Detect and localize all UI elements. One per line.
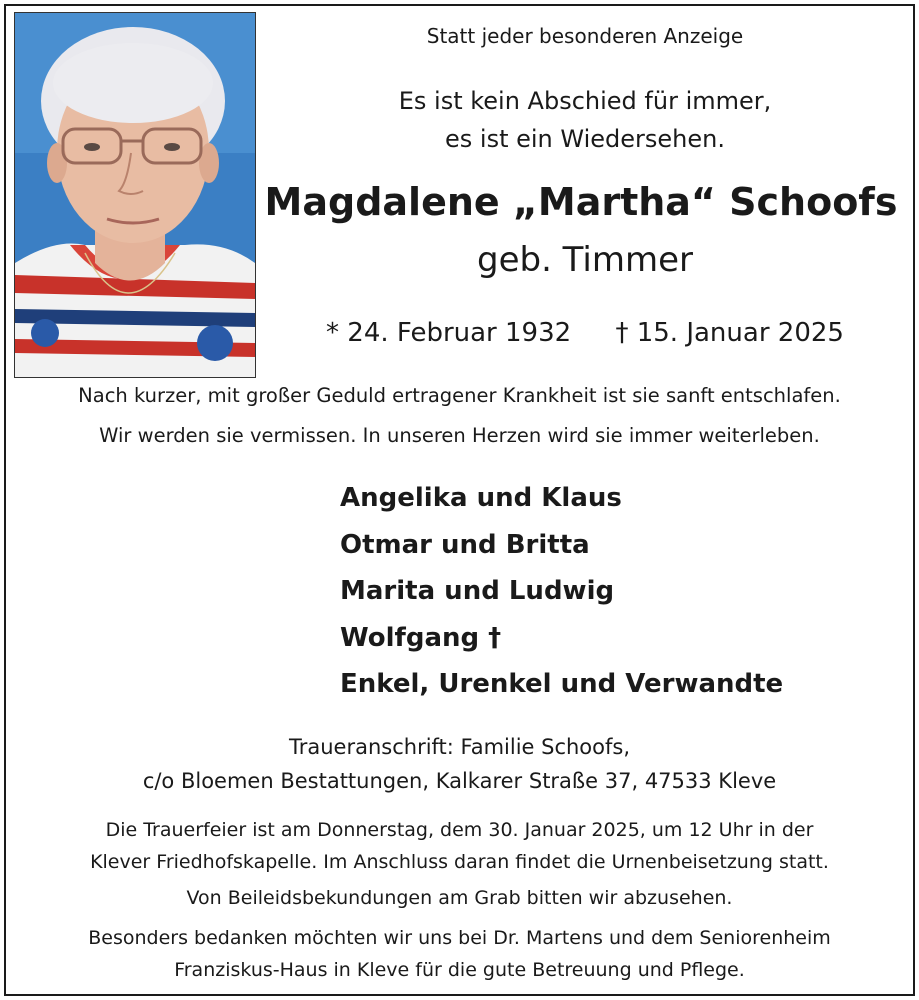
condolences-note: Von Beileidsbekundungen am Grab bitten wir abzusehen. bbox=[186, 887, 733, 909]
mourner: Marita und Ludwig bbox=[340, 576, 615, 606]
life-dates bbox=[290, 318, 880, 348]
address-line: Traueranschrift: Familie Schoofs, bbox=[288, 735, 631, 759]
funeral-line: Die Trauerfeier ist am Donnerstag, dem 30. Januar 2025, um 12 Uhr in der bbox=[105, 819, 814, 841]
birth-name: geb. Timmer bbox=[476, 240, 693, 280]
verse-line: Es ist kein Abschied für immer, bbox=[398, 87, 772, 115]
address-line: c/o Bloemen Bestattungen, Kalkarer Straße 37, 47533 Kleve bbox=[142, 769, 777, 793]
mourner: Angelika und Klaus bbox=[340, 483, 622, 513]
funeral-info bbox=[10, 814, 909, 878]
thanks-line: Franziskus-Haus in Kleve für die gute Betreuung und Pflege. bbox=[174, 959, 745, 981]
mourners-list bbox=[340, 478, 783, 711]
mourner: Wolfgang † bbox=[340, 622, 502, 653]
thanks-line: Besonders bedanken möchten wir uns bei Dr. Martens und dem Seniorenheim bbox=[88, 927, 831, 949]
intro-text: Nach kurzer, mit großer Geduld ertragener Krankheit ist sie sanft entschlafen. bbox=[78, 384, 841, 407]
thanks-note bbox=[10, 922, 909, 986]
notice-heading: Statt jeder besonderen Anzeige bbox=[426, 24, 744, 48]
funeral-line: Klever Friedhofskapelle. Im Anschluss daran findet die Urnenbeisetzung statt. bbox=[90, 851, 829, 873]
mourner: Enkel, Urenkel und Verwandte bbox=[340, 669, 784, 699]
birth-date: * 24. Februar 1932 bbox=[326, 318, 572, 348]
mourner: Otmar und Britta bbox=[340, 529, 590, 560]
death-date: † 15. Januar 2025 bbox=[615, 318, 844, 348]
deceased-name: Magdalene „Martha“ Schoofs bbox=[264, 180, 898, 224]
verse bbox=[300, 82, 870, 158]
mourning-address bbox=[10, 730, 909, 798]
portrait-photo bbox=[14, 12, 256, 378]
verse-line: es ist ein Wiedersehen. bbox=[445, 125, 725, 153]
intro-text: Wir werden sie vermissen. In unseren Herzen wird sie immer weiterleben. bbox=[99, 424, 820, 447]
